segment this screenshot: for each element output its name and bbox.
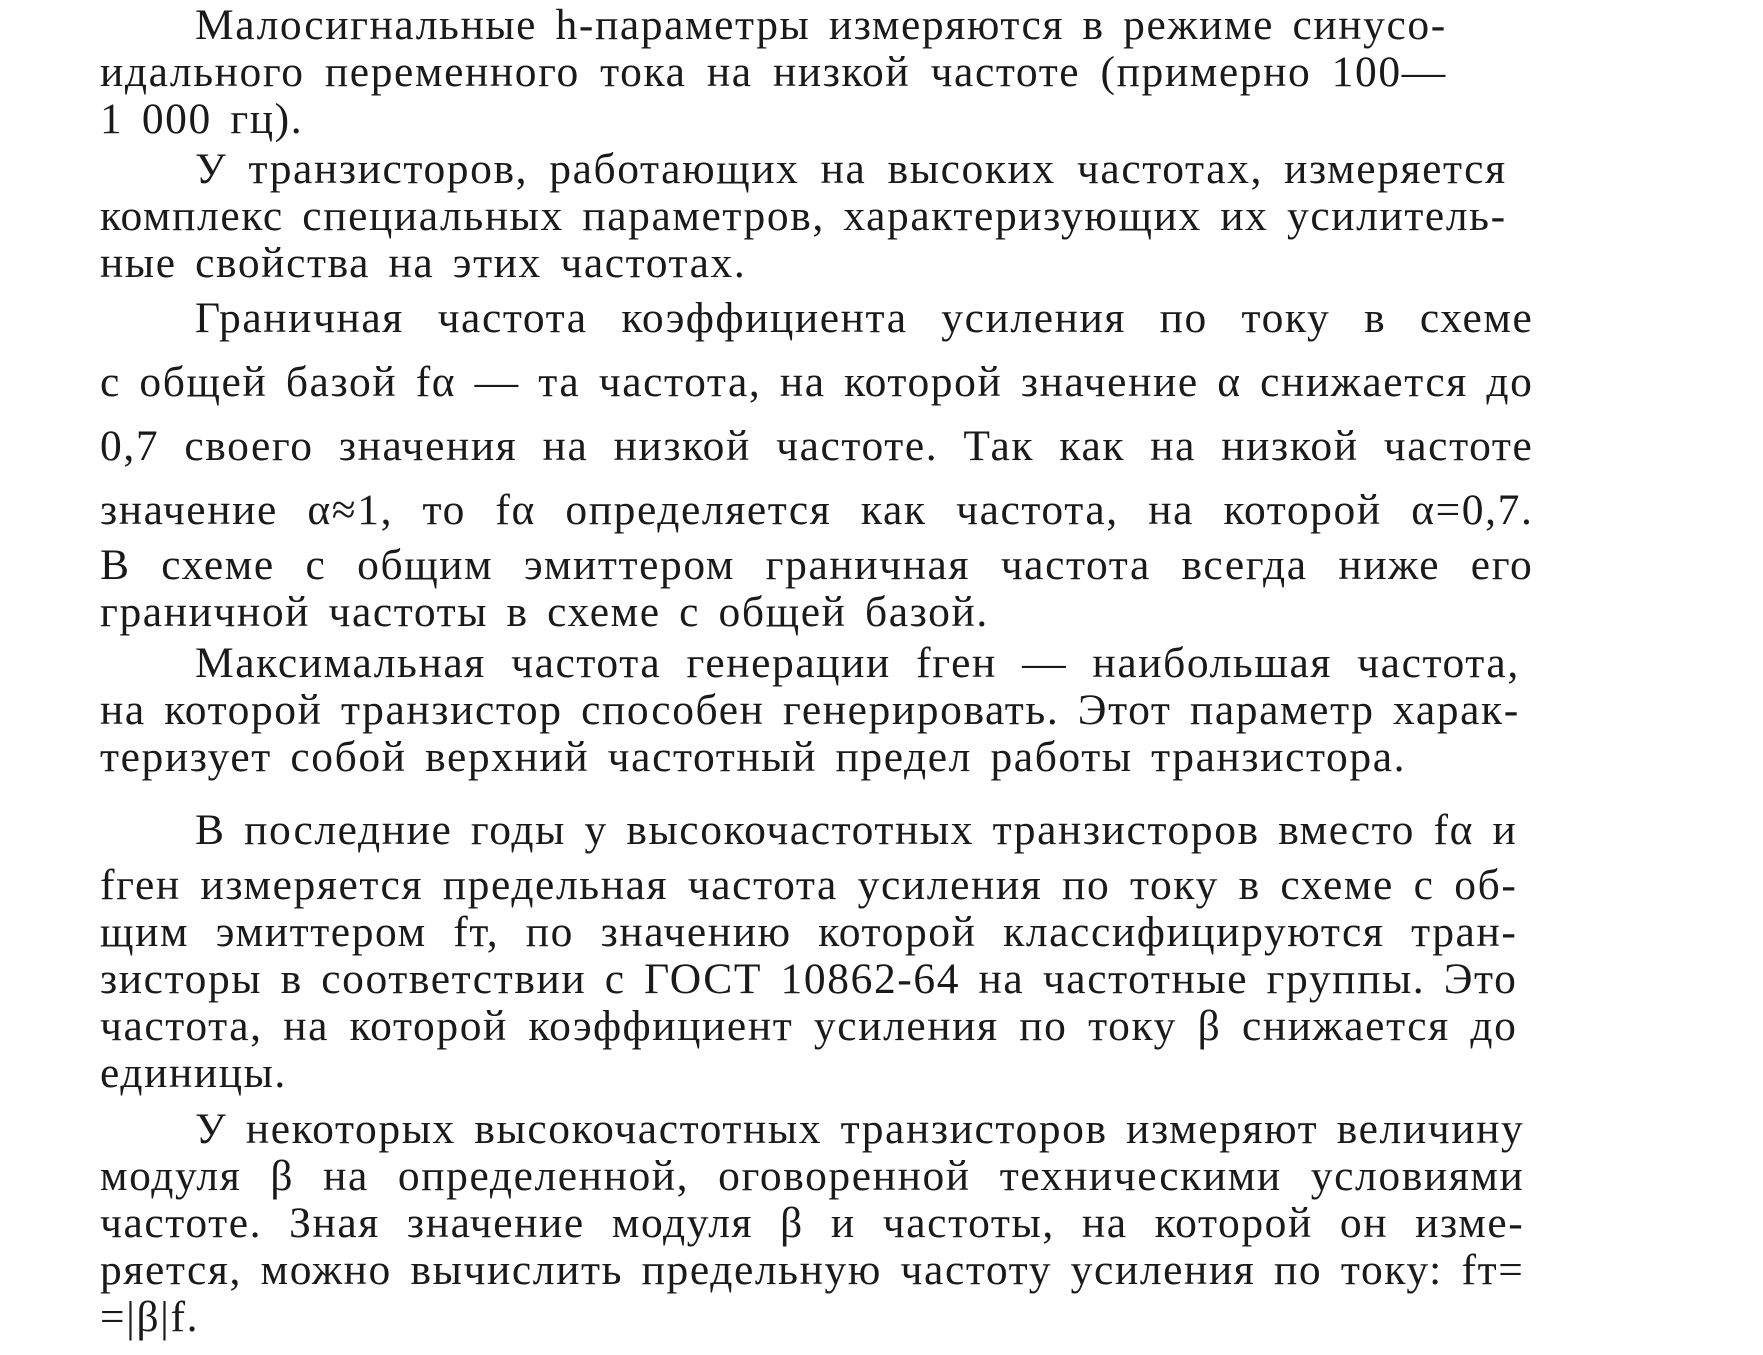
text-line: частота, на которой коэффициент усиления по току β снижается до	[100, 1002, 1518, 1050]
text-line: модуля β на определенной, оговоренной техническими условиями	[100, 1152, 1525, 1200]
paragraph-transition-frequency	[100, 798, 1517, 1097]
text-line: щим эмиттером fт, по значению которой классифицируются тран-	[100, 908, 1518, 956]
text-line: 0,7 своего значения на низкой частоте. Так как на низкой частоте	[100, 422, 1534, 470]
text-line: ряется, можно вычислить предельную частоту усиления по току: fт=	[100, 1246, 1525, 1294]
text-line: частоте. Зная значение модуля β и частоты, на которой он изме-	[100, 1199, 1525, 1247]
text-line: единицы.	[100, 1049, 287, 1097]
text-line: 1 000 гц).	[100, 95, 304, 143]
text-line: зисторы в соответствии с ГОСТ 10862-64 на частотные группы. Это	[100, 955, 1518, 1003]
text-line: =|β|f.	[100, 1293, 200, 1341]
text-line: граничной частоты в схеме с общей базой.	[100, 588, 989, 636]
text-line: В схеме с общим эмиттером граничная частота всегда ниже его	[100, 541, 1534, 589]
paragraph-cutoff-frequency	[100, 286, 1533, 636]
text-line: Максимальная частота генерации fген — наибольшая частота,	[195, 639, 1520, 687]
paragraph-beta-modulus	[100, 1106, 1524, 1341]
text-line: fген измеряется предельная частота усиления по току в схеме с об-	[100, 861, 1518, 909]
text-line: на которой транзистор способен генерировать. Этот параметр харак-	[100, 686, 1520, 734]
text-line: В последние годы у высокочастотных транзисторов вместо fα и	[195, 806, 1518, 854]
paragraph-h-parameters	[100, 2, 1447, 143]
text-line: Малосигнальные h-параметры измеряются в режиме синусо-	[195, 1, 1447, 49]
paragraph-high-frequency	[100, 146, 1507, 287]
text-line: идального переменного тока на низкой частоте (примерно 100—	[100, 48, 1447, 96]
text-line: ные свойства на этих частотах.	[100, 239, 747, 287]
text-line: теризует собой верхний частотный предел работы транзистора.	[100, 733, 1407, 781]
paragraph-max-oscillation-frequency	[100, 640, 1520, 781]
text-line: У некоторых высокочастотных транзисторов измеряют величину	[195, 1105, 1525, 1153]
text-line: У транзисторов, работающих на высоких частотах, измеряется	[195, 145, 1507, 193]
text-line: Граничная частота коэффициента усиления по току в схеме	[195, 294, 1534, 342]
text-line: комплекс специальных параметров, характеризующих их усилитель-	[100, 192, 1507, 240]
text-line: значение α≈1, то fα определяется как частота, на которой α=0,7.	[100, 486, 1534, 534]
text-line: с общей базой fα — та частота, на которой значение α снижается до	[100, 358, 1534, 406]
